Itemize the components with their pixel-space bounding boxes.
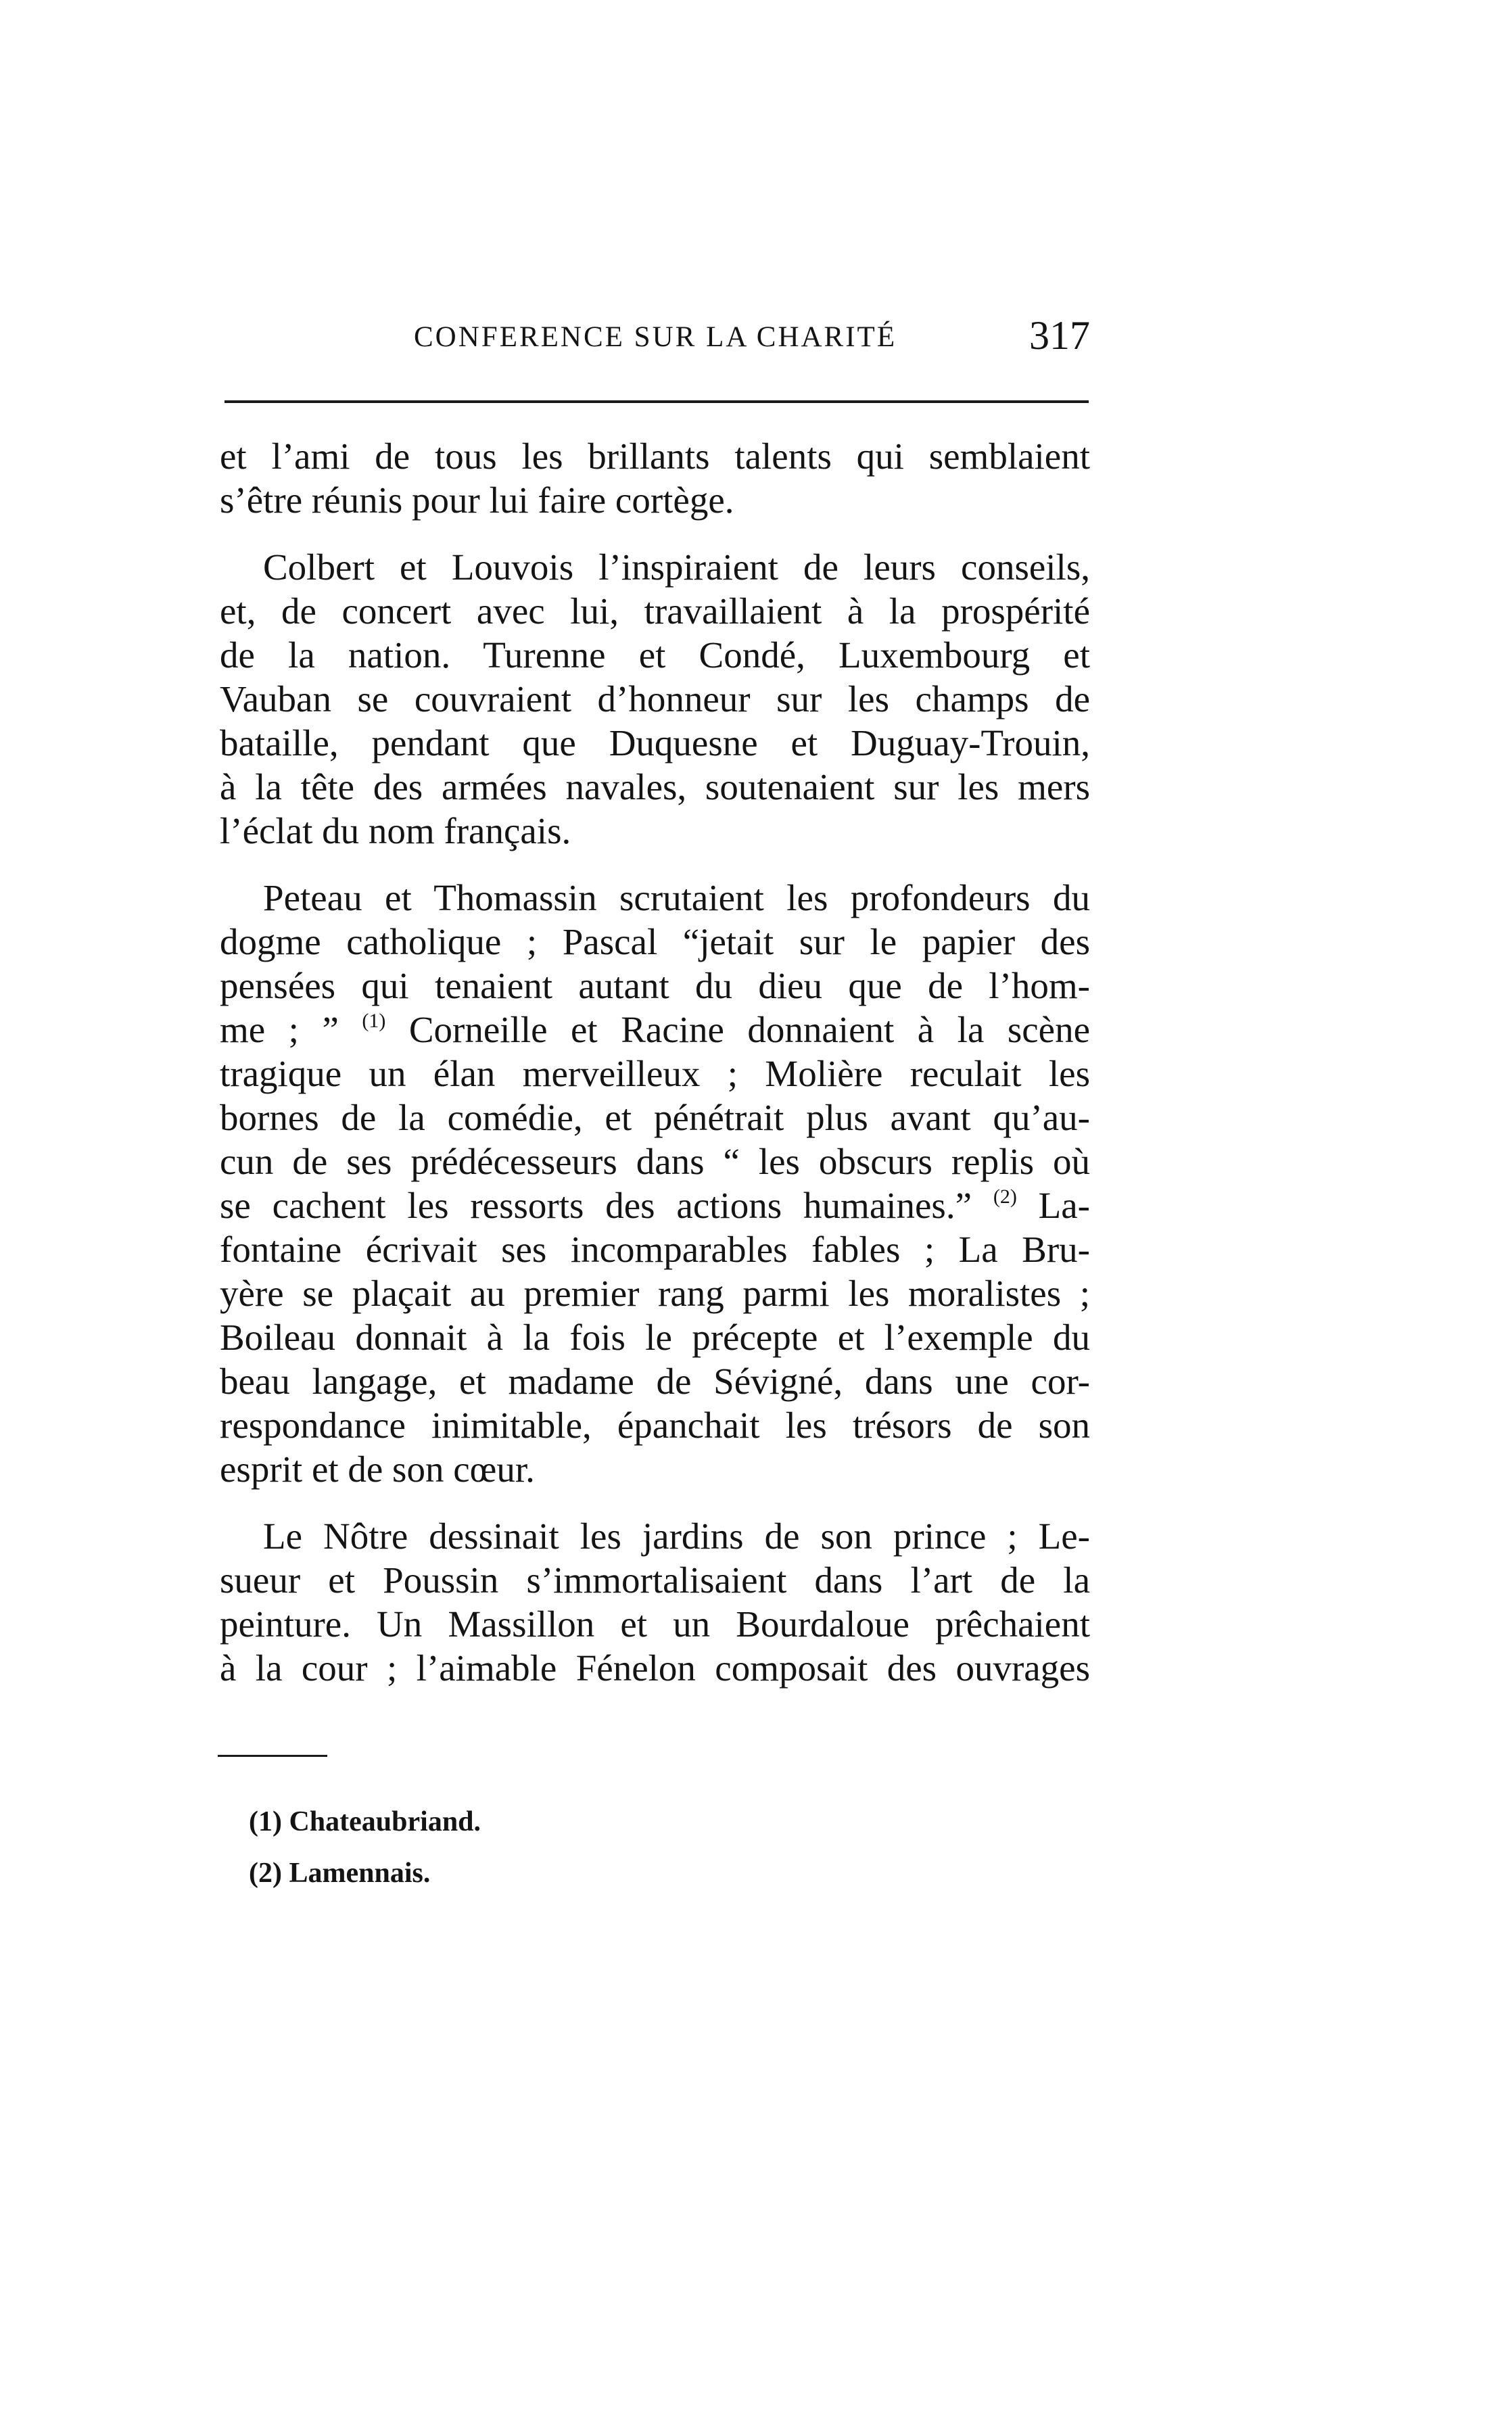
text-line: yère se plaçait au premier rang parmi les moralistes ; [220,1273,1090,1314]
footnote-rule [218,1755,327,1757]
header-rule [225,400,1089,403]
text-line: l’éclat du nom français. [220,810,571,851]
body-text [220,434,1090,1690]
paragraph-1 [220,434,1090,522]
text-line-with-note [220,1008,1090,1052]
text-segment: Corneille et Racine donnaient à la scène [408,1009,1091,1050]
text-line: Vauban se couvraient d’honneur sur les champs de [220,678,1090,720]
text-line: dogme catholique ; Pascal “jetait sur le papier des [220,921,1090,962]
paragraph-3 [220,876,1090,1491]
text-line: à la tête des armées navales, soutenaient sur les mers [220,766,1090,807]
text-line: Colbert et Louvois l’inspiraient de leurs conseils, [263,546,1090,588]
text-line: Peteau et Thomassin scrutaient les profondeurs du [263,877,1090,918]
text-line: bataille, pendant que Duquesne et Duguay-Trouin, [220,722,1090,763]
paragraph-gap [220,853,1090,876]
text-line: et l’ami de tous les brillants talents qui semblaient [220,435,1090,477]
footnote-ref-2: (2) [993,1185,1017,1208]
text-line: s’être réunis pour lui faire cortège. [220,479,734,521]
text-segment: La- [1038,1185,1090,1226]
text-line: à la cour ; l’aimable Fénelon composait des ouvrages [220,1647,1090,1689]
footnote-2: (2) Lamennais. [249,1858,431,1889]
text-line-with-note [220,1183,1090,1227]
text-line: cun de ses prédécesseurs dans “ les obscurs replis où [220,1141,1090,1182]
page-number: 317 [1029,313,1090,358]
footnote-ref-1: (1) [362,1010,386,1032]
footnotes [249,1796,925,1899]
text-line: beau langage, et madame de Sévigné, dans une cor- [220,1361,1090,1402]
text-line: de la nation. Turenne et Condé, Luxembourg et [220,634,1090,676]
running-header [218,312,1090,367]
text-line: respondance inimitable, épanchait les trésors de son [220,1405,1090,1446]
text-line: bornes de la comédie, et pénétrait plus avant qu’au- [220,1097,1090,1138]
text-segment: me ; ” [220,1009,339,1050]
paragraph-2 [220,545,1090,853]
footnote-1: (1) Chateaubriand. [249,1806,481,1837]
text-line: et, de concert avec lui, travaillaient à la prospérité [220,590,1090,632]
text-line: Le Nôtre dessinait les jardins de son prince ; Le- [263,1515,1090,1557]
text-line: sueur et Poussin s’immortalisaient dans l’art de la [220,1559,1090,1601]
paragraph-gap [220,1491,1090,1514]
text-line: fontaine écrivait ses incomparables fables ; La Bru- [220,1229,1090,1270]
text-segment: se cachent les ressorts des actions humaines.” [220,1185,972,1226]
text-line: Boileau donnait à la fois le précepte et l’exemple du [220,1317,1090,1358]
paragraph-4 [220,1514,1090,1690]
paragraph-gap [220,522,1090,545]
text-line: tragique un élan merveilleux ; Molière reculait les [220,1053,1090,1094]
text-line: pensées qui tenaient autant du dieu que de l’hom- [220,965,1090,1006]
text-line: esprit et de son cœur. [220,1449,535,1490]
text-line: peinture. Un Massillon et un Bourdaloue prêchaient [220,1603,1090,1645]
running-title: CONFERENCE SUR LA CHARITÉ [414,321,897,353]
